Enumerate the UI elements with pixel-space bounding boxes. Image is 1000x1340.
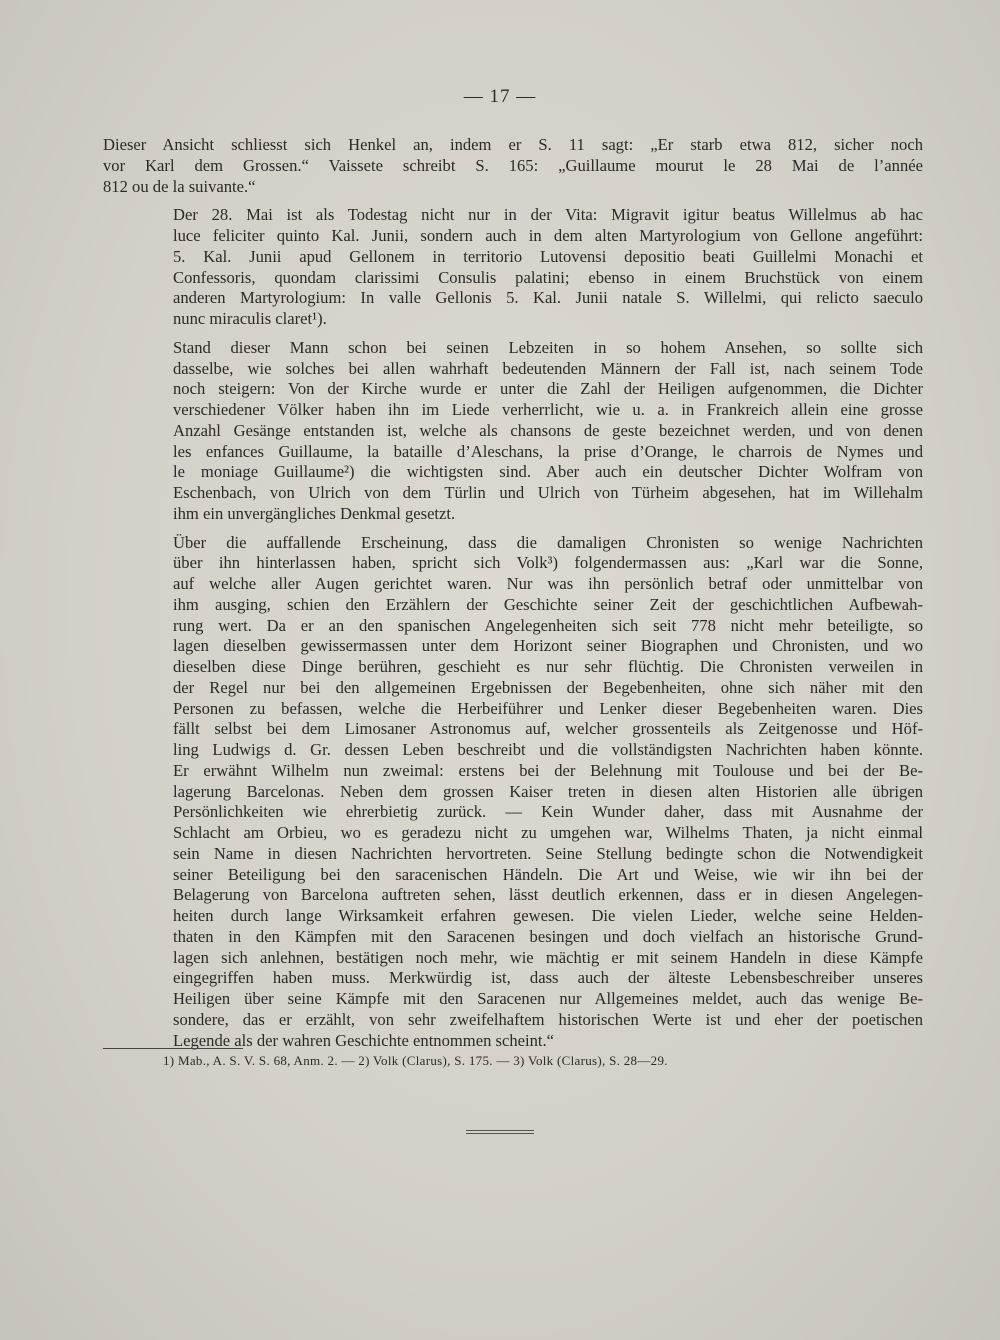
text-line: über ihn hinterlassen haben, spricht sich Volk³) folgendermassen aus: „Karl war die Sonne,	[173, 553, 923, 573]
text-line: auf welche aller Augen gerichtet waren. Nur was ihn persönlich betraf oder unmittelbar von	[173, 574, 923, 593]
text-line: Schlacht am Orbieu, wo es geradezu nicht zu umgehen war, Wilhelms Thaten, ja nicht einmal	[173, 823, 923, 842]
text-line: Anzahl Gesänge entstanden ist, welche als chansons de geste bezeichnet werden, und von denen	[173, 420, 923, 440]
text-line: der Regel nur bei den allgemeinen Ergebnissen der Begebenheiten, ohne sich näher mit den	[173, 677, 923, 697]
paragraph	[103, 533, 923, 1052]
text-line: anderen Martyrologium: In valle Gellonis 5. Kal. Junii natale S. Willelmi, qui relicto saeculo	[173, 288, 923, 308]
text-line: nunc miraculis claret¹).	[173, 309, 327, 328]
text-line: Stand dieser Mann schon bei seinen Lebzeiten in so hohem Ansehen, so sollte sich	[173, 337, 923, 357]
body-text	[103, 135, 923, 1059]
text-line: ihm ausging, schien den Erzählern der Geschichte seiner Zeit der geschichtlichen Aufbewah-	[173, 594, 923, 614]
text-line: Legende als der wahren Geschichte entnommen scheint.“	[173, 1030, 555, 1050]
text-line: Belagerung von Barcelona auftreten sehen, lässt deutlich erkennen, dass er in diesen Angelegen-	[173, 885, 923, 905]
text-line: dasselbe, wie solches bei allen wahrhaft bedeutenden Männern der Fall ist, nach seinem Tode	[173, 358, 923, 378]
page-number: — 17 —	[463, 86, 537, 107]
text-line: vor Karl dem Grossen.“ Vaissete schreibt S. 165: „Guillaume mourut le 28 Mai de l’année	[103, 155, 923, 175]
text-line: luce feliciter quinto Kal. Junii, sondern auch in dem alten Martyrologium von Gellone angeführt:	[173, 226, 923, 245]
text-line: heiten durch lange Wirksamkeit erfahren gewesen. Die vielen Lieder, welche seine Helden-	[173, 906, 923, 925]
text-line: ihm ein unvergängliches Denkmal gesetzt.	[173, 503, 456, 523]
text-line: Er erwähnt Wilhelm nun zweimal: erstens bei der Belehnung mit Toulouse und bei der Be-	[173, 760, 923, 780]
paragraph	[103, 135, 923, 197]
text-line: sondere, das er erzählt, von sehr zweifelhaftem historischen Werte ist und eher der poetischen	[173, 1009, 923, 1029]
paragraph	[103, 205, 923, 330]
text-line: ling Ludwigs d. Gr. dessen Leben beschreibt und die vollständigsten Nachrichten haben könnte.	[173, 740, 923, 759]
footnote-rule	[103, 1048, 243, 1049]
text-line: seiner Beteiligung bei den saracenischen Händeln. Die Art und Weise, wie wir ihn bei der	[173, 864, 923, 884]
text-line: Der 28. Mai ist als Todestag nicht nur in der Vita: Migravit igitur beatus Willelmus ab hac	[173, 205, 923, 225]
text-line: noch steigern: Von der Kirche wurde er unter die Zahl der Heiligen aufgenommen, die Dichter	[173, 379, 923, 399]
footnotes: 1) Mab., A. S. V. S. 68, Anm. 2. — 2) Volk (Clarus), S. 175. — 3) Volk (Clarus), S. 28—29.	[163, 1053, 668, 1068]
text-line: lagen dieselben gewissermassen unter dem Horizont seiner Biographen und Chronisten, und wo	[173, 636, 923, 656]
text-line: les enfances Guillaume, la bataille d’Aleschans, la prise d’Orange, le charrois de Nymes und	[173, 441, 923, 461]
text-line: Personen zu befassen, welche die Herbeiführer und Lenker dieser Begebenheiten waren. Dies	[173, 698, 923, 718]
text-line: eingegriffen haben muss. Merkwürdig ist, dass auch der älteste Lebensbeschreiber unseres	[173, 968, 923, 988]
text-line: fällt selbst bei dem Limosaner Astronomus auf, welcher grossenteils als Zeitgenosse und Höf-	[173, 719, 923, 739]
text-line: Dieser Ansicht schliesst sich Henkel an, indem er S. 11 sagt: „Er starb etwa 812, sicher noch	[103, 135, 923, 154]
text-line: sein Name in diesen Nachrichten hervortreten. Seine Stellung bedingte schon die Notwendigkeit	[173, 843, 923, 863]
text-line: 5. Kal. Junii apud Gellonem in territorio Lutovensi depositio beati Guillelmi Monachi et	[173, 246, 923, 266]
text-line: Eschenbach, von Ulrich von dem Türlin und Ulrich von Türheim abgesehen, hat im Willehalm	[173, 483, 923, 502]
text-line: Confessoris, quondam clarissimi Consulis palatini; ebenso in einem Bruchstück von einem	[173, 267, 923, 287]
text-line: Über die auffallende Erscheinung, dass die damaligen Chronisten so wenige Nachrichten	[173, 532, 923, 552]
text-line: thaten in den Kämpfen mit den Saracenen besingen und doch vielfach an historische Grund-	[173, 926, 923, 946]
text-line: rung wert. Da er an den spanischen Angelegenheiten sich seit 778 nicht mehr beteiligte, so	[173, 615, 923, 635]
text-line: lagerung Barcelonas. Neben dem grossen Kaiser treten in diesen alten Historien alle übrigen	[173, 781, 923, 801]
text-line: Persönlichkeiten wie ehrerbietig zurück. — Kein Wunder daher, dass mit Ausnahme der	[173, 802, 923, 822]
text-line: dieselben diese Dinge berühren, geschieht es nur sehr flüchtig. Die Chronisten verweilen in	[173, 657, 923, 676]
text-line: verschiedener Völker haben ihn im Liede verherrlicht, wie u. a. in Frankreich allein eine grosse	[173, 400, 923, 419]
paragraph	[103, 338, 923, 525]
text-line: Heiligen über seine Kämpfe mit den Saracenen nur Allgemeines meldet, auch das wenige Be-	[173, 989, 923, 1008]
end-ornament-rule	[466, 1130, 534, 1134]
text-line: lagen sich anlehnen, bestätigen noch mehr, wie mächtig er mit seinem Handeln in diese Kämpfe	[173, 947, 923, 967]
text-line: 812 ou de la suivante.“	[103, 176, 256, 196]
text-line: le moniage Guillaume²) die wichtigsten sind. Aber auch ein deutscher Dichter Wolfram von	[173, 462, 923, 482]
